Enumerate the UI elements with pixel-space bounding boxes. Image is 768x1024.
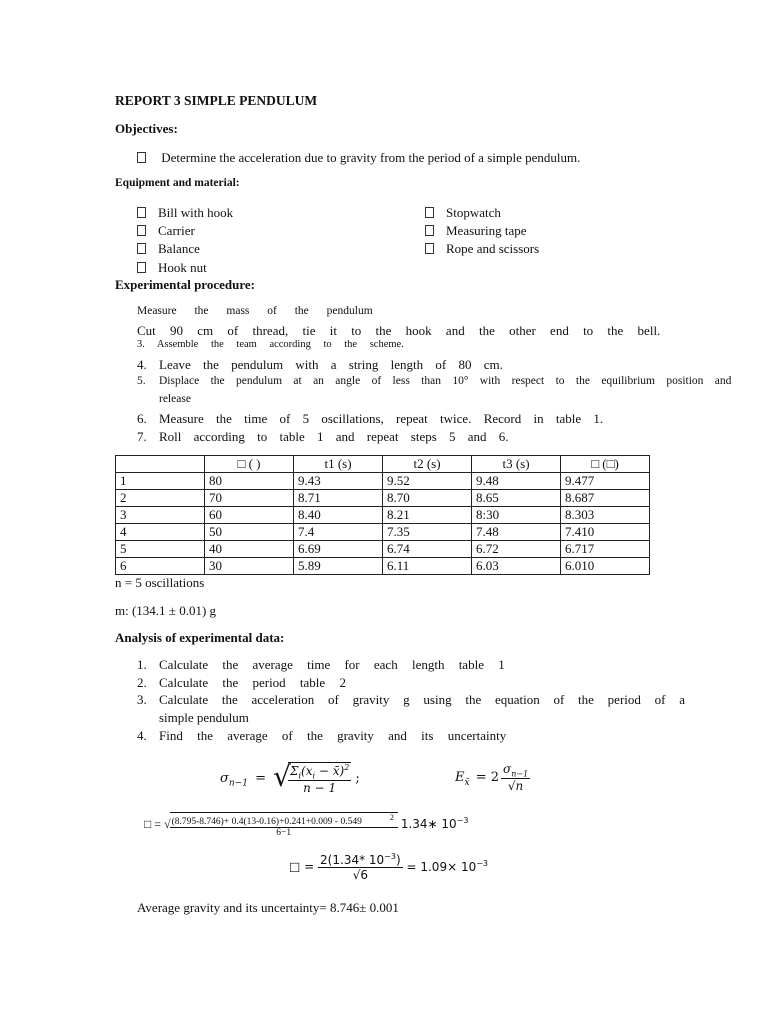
objectives-heading: Objectives: bbox=[115, 121, 178, 136]
table-cell: 6.69 bbox=[294, 541, 383, 558]
oscillations-note: n = 5 oscillations bbox=[115, 575, 205, 590]
checkbox-glyph-icon bbox=[137, 262, 146, 273]
step-number: 3. bbox=[137, 692, 147, 707]
table-cell: 60 bbox=[205, 507, 294, 524]
checkbox-glyph-icon bbox=[137, 152, 146, 163]
table-cell: 80 bbox=[205, 473, 294, 490]
analysis-step-2: Calculate the period table 2 bbox=[159, 675, 346, 690]
table-cell: 1 bbox=[116, 473, 205, 490]
table-cell: 9.477 bbox=[561, 473, 650, 490]
checkbox-glyph-icon bbox=[137, 207, 146, 218]
std-dev-formula: $\sigma_{n-1}$ = √ $\frac{\Sigma_i(x_i - x̄)^2}{n - 1}$ ; bbox=[220, 760, 360, 796]
table-cell: 8:30 bbox=[472, 507, 561, 524]
table-header-cell bbox=[116, 456, 205, 473]
equipment-item: Carrier bbox=[137, 223, 195, 239]
table-cell: 9.43 bbox=[294, 473, 383, 490]
analysis-step-1: Calculate the average time for each length table 1 bbox=[159, 657, 505, 672]
table-cell: 7.410 bbox=[561, 524, 650, 541]
analysis-heading: Analysis of experimental data: bbox=[115, 630, 285, 645]
procedure-step-5-cont: release bbox=[159, 393, 191, 405]
table-cell: 6.010 bbox=[561, 558, 650, 575]
table-cell: 8.687 bbox=[561, 490, 650, 507]
equipment-heading: Equipment and material: bbox=[115, 177, 240, 189]
procedure-step-4: Leave the pendulum with a string length of 80 cm. bbox=[159, 357, 503, 372]
report-title: REPORT 3 SIMPLE PENDULUM bbox=[115, 93, 318, 108]
procedure-step-6: Measure the time of 5 oscillations, repeat twice. Record in table 1. bbox=[159, 411, 604, 426]
step-number: 6. bbox=[137, 411, 147, 426]
table-header-cell: t3 (s) bbox=[472, 456, 561, 473]
procedure-step-5: Displace the pendulum at an angle of less than 10° with respect to the equilibrium position and bbox=[159, 375, 732, 387]
table-cell: 8.40 bbox=[294, 507, 383, 524]
procedure-step-2: Cut 90 cm of thread, tie it to the hook and the other end to the bell. bbox=[137, 323, 661, 338]
table-header-row bbox=[116, 456, 650, 473]
table-header-cell: □ ( ) bbox=[205, 456, 294, 473]
calculation-1: □ = √ $\frac{(8.795-8.746)+ 0.4(13-0.16)+0.241+0.009 - 0.549 ^2}{6-1}$ 1.34∗ $10^{-3}$ bbox=[144, 813, 469, 839]
table-cell: 40 bbox=[205, 541, 294, 558]
table-row bbox=[116, 490, 650, 507]
table-cell: 8.21 bbox=[383, 507, 472, 524]
table-cell: 8.65 bbox=[472, 490, 561, 507]
checkbox-glyph-icon bbox=[137, 243, 146, 254]
checkbox-glyph-icon bbox=[425, 243, 434, 254]
table-cell: 6.74 bbox=[383, 541, 472, 558]
table-cell: 7.35 bbox=[383, 524, 472, 541]
table-cell: 5 bbox=[116, 541, 205, 558]
table-cell: 6.717 bbox=[561, 541, 650, 558]
table-cell: 6.11 bbox=[383, 558, 472, 575]
analysis-step-4: Find the average of the gravity and its uncertainty bbox=[159, 728, 507, 743]
equipment-item: Bill with hook bbox=[137, 205, 233, 221]
conclusion: Average gravity and its uncertainty= 8.746± 0.001 bbox=[137, 900, 399, 915]
table-cell: 50 bbox=[205, 524, 294, 541]
table-header-cell: □ (□) bbox=[561, 456, 650, 473]
table-cell: 8.303 bbox=[561, 507, 650, 524]
step-number: 1. bbox=[137, 657, 147, 672]
mass-value: m: (134.1 ± 0.01) g bbox=[115, 603, 217, 618]
checkbox-glyph-icon bbox=[425, 225, 434, 236]
step-number: 2. bbox=[137, 675, 147, 690]
sqrt-icon: √ bbox=[273, 760, 291, 793]
table-header-cell: t2 (s) bbox=[383, 456, 472, 473]
table-row bbox=[116, 473, 650, 490]
table-row bbox=[116, 541, 650, 558]
table-cell: 8.71 bbox=[294, 490, 383, 507]
objective-item bbox=[137, 150, 580, 166]
table-cell: 9.52 bbox=[383, 473, 472, 490]
procedure-step-1: Measure the mass of the pendulum bbox=[137, 305, 373, 317]
table-header-cell: t1 (s) bbox=[294, 456, 383, 473]
data-table bbox=[115, 455, 650, 575]
analysis-step-3-cont: simple pendulum bbox=[159, 710, 249, 725]
table-cell: 4 bbox=[116, 524, 205, 541]
table-cell: 9.48 bbox=[472, 473, 561, 490]
table-cell: 8.70 bbox=[383, 490, 472, 507]
objective-text: Determine the acceleration due to gravity from the period of a simple pendulum. bbox=[161, 150, 581, 165]
checkbox-glyph-icon bbox=[425, 207, 434, 218]
equipment-item: Measuring tape bbox=[425, 223, 527, 239]
table-cell: 5.89 bbox=[294, 558, 383, 575]
table-cell: 6 bbox=[116, 558, 205, 575]
procedure-step-3: 3. Assemble the team according to the scheme. bbox=[137, 339, 404, 350]
procedure-step-7: Roll according to table 1 and repeat steps 5 and 6. bbox=[159, 429, 509, 444]
table-row bbox=[116, 524, 650, 541]
table-cell: 2 bbox=[116, 490, 205, 507]
calculation-2: □ = $\frac{2(1.34* 10^{-3})}{√6}$ = $1.09\times 10^{-3}$ bbox=[289, 852, 489, 882]
equipment-item: Stopwatch bbox=[425, 205, 501, 221]
table-cell: 6.72 bbox=[472, 541, 561, 558]
equipment-item: Balance bbox=[137, 241, 200, 257]
table-cell: 30 bbox=[205, 558, 294, 575]
table-row bbox=[116, 558, 650, 575]
table-cell: 7.48 bbox=[472, 524, 561, 541]
step-number: 7. bbox=[137, 429, 147, 444]
table-cell: 3 bbox=[116, 507, 205, 524]
table-row bbox=[116, 507, 650, 524]
table-cell: 70 bbox=[205, 490, 294, 507]
step-number: 4. bbox=[137, 728, 147, 743]
step-number: 4. bbox=[137, 357, 147, 372]
procedure-heading: Experimental procedure: bbox=[115, 277, 255, 292]
checkbox-glyph-icon bbox=[137, 225, 146, 236]
table-cell: 7.4 bbox=[294, 524, 383, 541]
equipment-item: Rope and scissors bbox=[425, 241, 539, 257]
step-number: 5. bbox=[137, 375, 146, 387]
equipment-item: Hook nut bbox=[137, 260, 207, 276]
table-cell: 6.03 bbox=[472, 558, 561, 575]
analysis-step-3: Calculate the acceleration of gravity g using the equation of the period of a bbox=[159, 692, 685, 707]
error-formula: $E_{x̄} = 2$ $\frac{\sigma_{n-1}}{√n}$ bbox=[455, 762, 529, 794]
